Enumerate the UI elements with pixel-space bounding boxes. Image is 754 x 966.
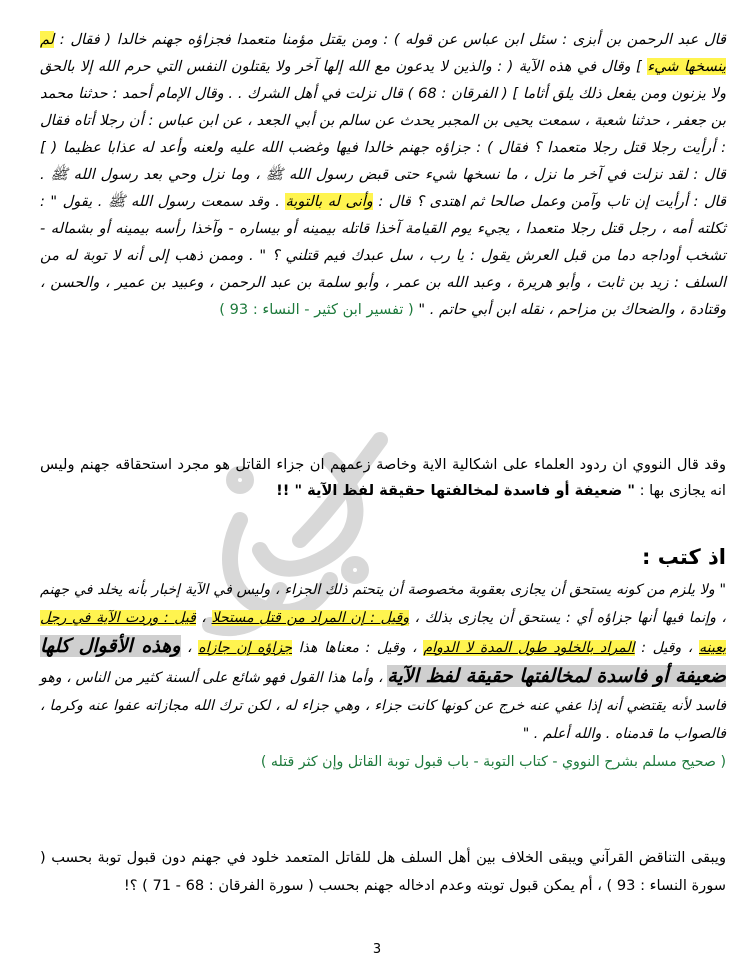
quote2-text-2: ، xyxy=(195,610,212,626)
quote1-highlight-2: وأنى له بالتوبة xyxy=(285,193,373,210)
para2-bold: " ضعيفة أو فاسدة لمخالفتها حقيقة لفظ الآية " !! xyxy=(276,482,635,499)
nawawi-quote xyxy=(40,576,726,776)
section-heading: اذ كتب : xyxy=(641,545,726,569)
quote2-highlight-4: جزاؤه إن جازاه xyxy=(198,640,292,656)
quote2-text-4: ، وقيل : معناها هذا xyxy=(292,640,424,656)
quote1-text-3: . وقد سمعت رسول الله ﷺ . يقول " : ثكلته أمه ، رجل قتل رجلا متعمدا ، يجيء يوم القيامة آخذا قاتله بيمينه أو بيساره - وآخذا رأسه بيمينه أو بشماله - تشخب أوداجه دما من قبل العرش يقول : يا رب ، سل عبدك فيم قتلني ؟ " . وممن ذهب إلى أنه لا توبة له من السلف : زيد بن ثابت ، وأبو هريرة ، وعبد الله بن عمر ، وأبو سلمة بن عبد الرحمن ، وعبيد بن عمير ، والحسن ، وقتادة ، والضحاك بن مزاحم ، نقله ابن أبي حاتم . " xyxy=(40,193,727,318)
conclusion-paragraph: ويبقى التناقض القرآني ويبقى الخلاف بين أهل السلف هل للقاتل المتعمد خلود في جهنم دون قبول توبة بحسب ( سورة النساء : 93 ) ، أم يمكن قبول توبته وعدم ادخاله جهنم بحسب ( سورة الفرقان : 68 - 71 ) ؟! xyxy=(40,849,726,894)
quote2-gray-highlight: وهذه الأقوال كلها ضعيفة أو فاسدة لمخالفتها حقيقة لفظ الآية xyxy=(40,635,726,687)
para2-text: وقد قال النووي ان ردود العلماء على اشكالية الاية وخاصة زعمهم ان جزاء القاتل هو مجرد استحقاقه جهنم وليس انه يجازى بها : xyxy=(40,456,726,499)
quote2-highlight-3: المراد بالخلود طول المدة لا الدوام xyxy=(423,640,635,656)
quote2-highlight-1: وقيل : إن المراد من قتل مستحلا xyxy=(211,610,410,626)
quote2-text-3: ، وقيل : xyxy=(634,640,700,656)
quote1-text-1: قال عبد الرحمن بن أبزى : سئل ابن عباس عن قوله ) : ومن يقتل مؤمنا متعمدا فجزاؤه جهنم خالدا ( فقال : xyxy=(54,31,726,48)
quote1-text-2: ] وقال في هذه الآية ( : والذين لا يدعون مع الله إلها آخر ولا يقتلون النفس التي حرم الله إلا بالحق ولا يزنون ومن يفعل ذلك يلق أثاما ] ( الفرقان : 68 ) قال نزلت في أهل الشرك . . وقال الإمام أحمد : حدثنا محمد بن جعفر ، حدثنا شعبة ، سمعت يحيى بن المجبر يحدث عن سالم بن أبي الجعد ، عن ابن عباس : أن رجلا أتاه فقال : أرأيت رجلا قتل رجلا متعمدا ؟ فقال ) : جزاؤه جهنم خالدا فيها وغضب الله عليه ولعنه وأعد له عذابا عظيما ( ] قال : لقد نزلت في آخر ما نزل ، ما نسخها شيء حتى قبض رسول الله ﷺ ، وما نزل وحي بعد رسول الله ﷺ . قال : أرأيت إن تاب وآمن وعمل صالحا ثم اهتدى ؟ قال : xyxy=(40,58,726,210)
nawawi-intro-paragraph xyxy=(40,452,726,504)
page-number: 3 xyxy=(372,942,382,957)
ibn-kathir-quote xyxy=(40,26,726,323)
quote1-highlight-1: لم ينسخها شيء xyxy=(40,31,726,75)
quote2-text-6: ، وأما هذا القول فهو شائع على ألسنة كثير من الناس ، وهو فاسد لأنه يقتضي أنه إذا عفي عنه خرج عن كونها كانت جزاء ، وهي جزاء له ، لكن ترك الله مجازاته عفوا عنه وكرما ، فالصواب ما قدمناه . والله أعلم . " xyxy=(40,670,726,742)
quote2-citation: ( صحيح مسلم بشرح النووي - كتاب التوبة - باب قبول توبة القاتل وإن كثر قتله ) xyxy=(260,754,726,770)
quote2-text-1: " ولا يلزم من كونه يستحق أن يجازى بعقوبة مخصوصة أن يتحتم ذلك الجزاء ، وليس في الآية إخبار بأنه يخلد في جهنم ، وإنما فيها أنها جزاؤه أي : يستحق أن يجازى بذلك ، xyxy=(40,582,727,626)
quote2-text-5: ، xyxy=(180,640,199,656)
quote1-citation: ( تفسير ابن كثير - النساء : 93 ) xyxy=(219,301,414,318)
quote2-highlight-2: قيل : وردت الآية في رجل بعينه xyxy=(40,610,726,656)
